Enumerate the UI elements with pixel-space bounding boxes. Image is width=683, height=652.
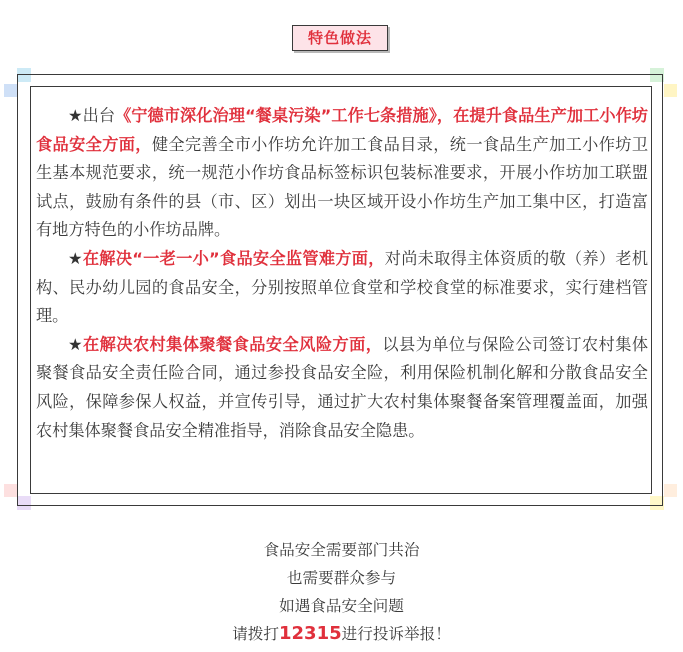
corner-decoration-left-top [4, 84, 17, 97]
hotline-number[interactable]: 12315 [279, 623, 342, 644]
paragraph-measures [36, 102, 648, 245]
star-icon: ★ [68, 248, 83, 268]
footer-line-3: 如遇食品安全问题 [279, 597, 404, 615]
footer-line-2: 也需要群众参与 [286, 569, 397, 587]
footer-line-1: 食品安全需要部门共治 [263, 541, 420, 559]
paragraph-body: 对尚未取得主体资质的敬（养）老机构、民办幼儿园的食品安全，分别按照单位食堂和学校食堂的标准要求，实行建档管理。 [36, 248, 649, 326]
star-icon: ★ [68, 334, 83, 354]
paragraph-lead: 出台 [82, 106, 116, 125]
corner-decoration-right-bottom [664, 484, 677, 497]
paragraph-highlight: 在解决农村集体聚餐食品安全风险方面， [82, 334, 383, 354]
paragraph-highlight: 在解决“一老一小”食品安全监管难方面， [82, 248, 385, 268]
paragraph-highlight: 《宁德市深化治理“餐桌污染”工作七条措施》，在提升食品生产加工小作坊食品安全方面， [36, 106, 648, 154]
paragraph-rural-dining [36, 331, 648, 445]
corner-decoration-right-top [664, 84, 677, 97]
footer-call-prefix: 请拨打 [232, 625, 279, 643]
paragraph-elderly-children [36, 245, 648, 331]
corner-decoration-left-bottom [4, 484, 17, 497]
section-title-badge: 特色做法 [292, 25, 388, 51]
paragraph-body: 健全完善全市小作坊允许加工食品目录，统一食品生产加工小作坊卫生基本规范要求，统一规范小作坊食品标签标识包装标准要求，开展小作坊加工联盟试点，鼓励有条件的县（市、区）划出一块区域开设小作坊生产加工集中区，打造富有地方特色的小作坊品牌。 [36, 134, 649, 240]
star-icon: ★ [68, 106, 83, 125]
footer-message [0, 536, 683, 648]
content-body [36, 102, 648, 445]
footer-call-suffix: 进行投诉举报！ [341, 625, 451, 643]
paragraph-body: 以县为单位与保险公司签订农村集体聚餐食品安全责任险合同，通过参投食品安全险，利用保险机制化解和分散食品安全风险，保障参保人权益，并宣传引导，通过扩大农村集体聚餐备案管理覆盖面，加强农村集体聚餐食品安全精准指导，消除食品安全隐患。 [36, 334, 649, 440]
footer-line-4 [0, 620, 683, 648]
